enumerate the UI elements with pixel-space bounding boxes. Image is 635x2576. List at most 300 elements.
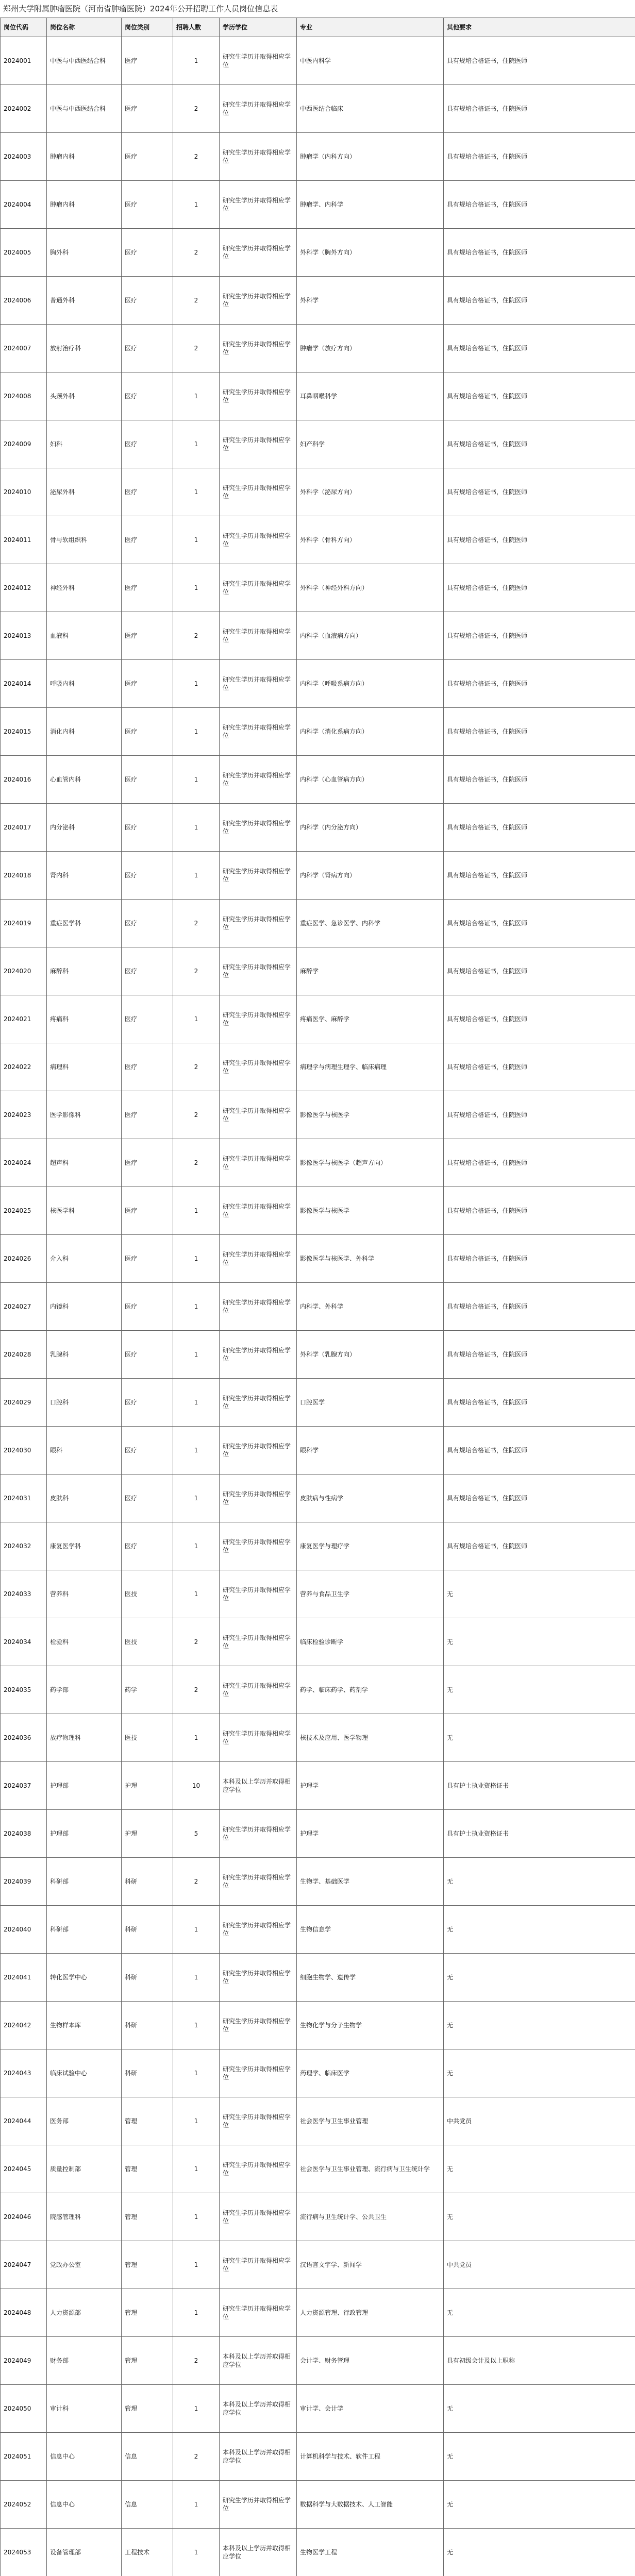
cell-code: 2024049 [1, 2337, 47, 2385]
cell-name: 党政办公室 [47, 2241, 122, 2289]
table-row [1, 1187, 635, 1235]
cell-degree: 研究生学历并取得相应学位 [220, 1522, 297, 1570]
cell-major: 审计学、会计学 [297, 2385, 444, 2433]
cell-name: 乳腺科 [47, 1331, 122, 1379]
cell-code: 2024037 [1, 1762, 47, 1810]
cell-note: 具有规培合格证书，住院医师 [444, 1043, 635, 1091]
cell-major: 营养与食品卫生学 [297, 1570, 444, 1618]
cell-name: 妇科 [47, 420, 122, 468]
cell-note: 具有规培合格证书，住院医师 [444, 1379, 635, 1427]
cell-note: 无 [444, 2385, 635, 2433]
cell-name: 科研部 [47, 1858, 122, 1906]
cell-count: 1 [173, 2145, 220, 2193]
recruitment-table [0, 18, 635, 2576]
cell-count: 1 [173, 372, 220, 420]
cell-code: 2024046 [1, 2193, 47, 2241]
cell-category: 医疗 [122, 564, 173, 612]
table-row [1, 1139, 635, 1187]
cell-code: 2024032 [1, 1522, 47, 1570]
cell-code: 2024050 [1, 2385, 47, 2433]
cell-degree: 研究生学历并取得相应学位 [220, 2289, 297, 2337]
cell-category: 科研 [122, 2049, 173, 2097]
cell-category: 医疗 [122, 708, 173, 756]
cell-count: 1 [173, 804, 220, 852]
cell-major: 内科学、外科学 [297, 1283, 444, 1331]
cell-name: 中医与中西医结合科 [47, 37, 122, 85]
cell-category: 医疗 [122, 1379, 173, 1427]
cell-name: 药学部 [47, 1666, 122, 1714]
cell-count: 1 [173, 1522, 220, 1570]
table-row [1, 516, 635, 564]
table-row [1, 708, 635, 756]
cell-code: 2024029 [1, 1379, 47, 1427]
cell-count: 1 [173, 1475, 220, 1522]
cell-code: 2024051 [1, 2433, 47, 2481]
cell-note: 具有规培合格证书，住院医师 [444, 804, 635, 852]
cell-code: 2024011 [1, 516, 47, 564]
cell-name: 内分泌科 [47, 804, 122, 852]
cell-major: 核技术及应用、医学物理 [297, 1714, 444, 1762]
cell-degree: 研究生学历并取得相应学位 [220, 2002, 297, 2049]
cell-name: 康复医学科 [47, 1522, 122, 1570]
cell-note: 具有规培合格证书，住院医师 [444, 660, 635, 708]
table-row [1, 1618, 635, 1666]
table-row [1, 2385, 635, 2433]
cell-count: 2 [173, 2433, 220, 2481]
table-row [1, 1379, 635, 1427]
cell-category: 护理 [122, 1762, 173, 1810]
cell-degree: 研究生学历并取得相应学位 [220, 1043, 297, 1091]
cell-count: 1 [173, 1235, 220, 1283]
cell-degree: 研究生学历并取得相应学位 [220, 1906, 297, 1954]
table-row [1, 660, 635, 708]
cell-note: 无 [444, 1666, 635, 1714]
cell-major: 肿瘤学、内科学 [297, 181, 444, 229]
cell-note: 具有规培合格证书，住院医师 [444, 900, 635, 947]
cell-major: 内科学（消化系病方向） [297, 708, 444, 756]
cell-note: 具有规培合格证书，住院医师 [444, 181, 635, 229]
cell-name: 中医与中西医结合科 [47, 85, 122, 133]
cell-count: 2 [173, 1666, 220, 1714]
cell-degree: 研究生学历并取得相应学位 [220, 1187, 297, 1235]
cell-major: 会计学、财务管理 [297, 2337, 444, 2385]
cell-count: 1 [173, 995, 220, 1043]
cell-name: 介入科 [47, 1235, 122, 1283]
cell-major: 外科学（神经外科方向） [297, 564, 444, 612]
cell-code: 2024007 [1, 325, 47, 372]
cell-note: 具有规培合格证书，住院医师 [444, 372, 635, 420]
cell-note: 具有规培合格证书，住院医师 [444, 756, 635, 804]
cell-count: 1 [173, 2049, 220, 2097]
cell-note: 无 [444, 2193, 635, 2241]
cell-note: 具有规培合格证书，住院医师 [444, 85, 635, 133]
cell-note: 具有规培合格证书，住院医师 [444, 420, 635, 468]
cell-code: 2024026 [1, 1235, 47, 1283]
cell-name: 疼痛科 [47, 995, 122, 1043]
cell-code: 2024015 [1, 708, 47, 756]
cell-count: 2 [173, 612, 220, 660]
cell-category: 医疗 [122, 229, 173, 277]
table-row [1, 229, 635, 277]
cell-count: 1 [173, 756, 220, 804]
cell-category: 医疗 [122, 516, 173, 564]
cell-note: 无 [444, 1714, 635, 1762]
table-row [1, 2145, 635, 2193]
cell-code: 2024014 [1, 660, 47, 708]
cell-note: 具有规培合格证书，住院医师 [444, 325, 635, 372]
table-row [1, 1043, 635, 1091]
cell-major: 外科学（乳腺方向） [297, 1331, 444, 1379]
cell-category: 医疗 [122, 325, 173, 372]
cell-name: 财务部 [47, 2337, 122, 2385]
cell-count: 1 [173, 37, 220, 85]
cell-major: 药理学、临床医学 [297, 2049, 444, 2097]
cell-major: 护理学 [297, 1762, 444, 1810]
cell-note: 具有初级会计及以上职称 [444, 2337, 635, 2385]
cell-note: 中共党员 [444, 2241, 635, 2289]
cell-degree: 研究生学历并取得相应学位 [220, 612, 297, 660]
cell-count: 1 [173, 1954, 220, 2002]
cell-name: 普通外科 [47, 277, 122, 325]
cell-category: 医技 [122, 1714, 173, 1762]
cell-category: 药学 [122, 1666, 173, 1714]
table-row [1, 2241, 635, 2289]
cell-count: 2 [173, 1139, 220, 1187]
document-caption: 郑州大学附属肿瘤医院（河南省肿瘤医院）2024年公开招聘工作人员岗位信息表 [3, 4, 278, 13]
cell-category: 医疗 [122, 85, 173, 133]
cell-category: 工程技术 [122, 2529, 173, 2576]
cell-name: 科研部 [47, 1906, 122, 1954]
cell-degree: 研究生学历并取得相应学位 [220, 2097, 297, 2145]
cell-note: 中共党员 [444, 2097, 635, 2145]
table-row [1, 1906, 635, 1954]
cell-category: 医疗 [122, 468, 173, 516]
cell-category: 医疗 [122, 372, 173, 420]
cell-count: 2 [173, 133, 220, 181]
cell-major: 计算机科学与技术、软件工程 [297, 2433, 444, 2481]
cell-name: 消化内科 [47, 708, 122, 756]
cell-count: 2 [173, 229, 220, 277]
cell-major: 内科学（呼吸系病方向） [297, 660, 444, 708]
cell-code: 2024013 [1, 612, 47, 660]
cell-major: 生物医学工程 [297, 2529, 444, 2576]
cell-degree: 研究生学历并取得相应学位 [220, 1475, 297, 1522]
cell-note: 无 [444, 2481, 635, 2529]
cell-code: 2024010 [1, 468, 47, 516]
cell-name: 血液科 [47, 612, 122, 660]
cell-degree: 研究生学历并取得相应学位 [220, 85, 297, 133]
cell-degree: 研究生学历并取得相应学位 [220, 1666, 297, 1714]
table-body [1, 37, 635, 2576]
table-row [1, 1475, 635, 1522]
cell-major: 细胞生物学、遗传学 [297, 1954, 444, 2002]
cell-category: 科研 [122, 1954, 173, 2002]
table-row [1, 756, 635, 804]
cell-major: 外科学 [297, 277, 444, 325]
cell-count: 1 [173, 516, 220, 564]
cell-code: 2024047 [1, 2241, 47, 2289]
cell-category: 管理 [122, 2145, 173, 2193]
cell-note: 具有规培合格证书，住院医师 [444, 612, 635, 660]
table-row [1, 564, 635, 612]
table-row [1, 2337, 635, 2385]
cell-major: 社会医学与卫生事业管理 [297, 2097, 444, 2145]
header-name: 岗位名称 [47, 18, 122, 37]
cell-code: 2024048 [1, 2289, 47, 2337]
cell-major: 数据科学与大数据技术、人工智能 [297, 2481, 444, 2529]
cell-code: 2024033 [1, 1570, 47, 1618]
cell-code: 2024024 [1, 1139, 47, 1187]
cell-count: 2 [173, 277, 220, 325]
table-row [1, 2002, 635, 2049]
cell-code: 2024016 [1, 756, 47, 804]
cell-code: 2024031 [1, 1475, 47, 1522]
cell-category: 科研 [122, 1858, 173, 1906]
cell-count: 2 [173, 900, 220, 947]
cell-code: 2024025 [1, 1187, 47, 1235]
table-row [1, 372, 635, 420]
cell-note: 具有规培合格证书，住院医师 [444, 947, 635, 995]
cell-note: 具有规培合格证书，住院医师 [444, 277, 635, 325]
cell-name: 骨与软组织科 [47, 516, 122, 564]
cell-code: 2024022 [1, 1043, 47, 1091]
cell-count: 1 [173, 1379, 220, 1427]
cell-count: 1 [173, 1714, 220, 1762]
cell-degree: 研究生学历并取得相应学位 [220, 516, 297, 564]
cell-code: 2024042 [1, 2002, 47, 2049]
cell-note: 无 [444, 2529, 635, 2576]
cell-major: 皮肤病与性病学 [297, 1475, 444, 1522]
cell-name: 营养科 [47, 1570, 122, 1618]
cell-major: 影像医学与核医学、外科学 [297, 1235, 444, 1283]
cell-count: 2 [173, 1618, 220, 1666]
cell-count: 1 [173, 2002, 220, 2049]
cell-degree: 研究生学历并取得相应学位 [220, 133, 297, 181]
cell-major: 内科学（内分泌方向） [297, 804, 444, 852]
cell-count: 1 [173, 2481, 220, 2529]
table-row [1, 612, 635, 660]
cell-category: 医疗 [122, 1475, 173, 1522]
cell-name: 麻醉科 [47, 947, 122, 995]
cell-note: 具有规培合格证书，住院医师 [444, 1283, 635, 1331]
cell-degree: 研究生学历并取得相应学位 [220, 995, 297, 1043]
cell-name: 信息中心 [47, 2433, 122, 2481]
header-code: 岗位代码 [1, 18, 47, 37]
cell-count: 10 [173, 1762, 220, 1810]
cell-name: 超声科 [47, 1139, 122, 1187]
cell-major: 临床检验诊断学 [297, 1618, 444, 1666]
cell-major: 流行病与卫生统计学、公共卫生 [297, 2193, 444, 2241]
cell-note: 具有规培合格证书，住院医师 [444, 1235, 635, 1283]
cell-degree: 研究生学历并取得相应学位 [220, 1235, 297, 1283]
cell-degree: 研究生学历并取得相应学位 [220, 1427, 297, 1475]
cell-category: 医疗 [122, 995, 173, 1043]
cell-major: 影像医学与核医学 [297, 1187, 444, 1235]
cell-degree: 研究生学历并取得相应学位 [220, 1810, 297, 1858]
cell-category: 医技 [122, 1618, 173, 1666]
cell-degree: 研究生学历并取得相应学位 [220, 420, 297, 468]
table-row [1, 1283, 635, 1331]
cell-name: 重症医学科 [47, 900, 122, 947]
cell-major: 内科学（血液病方向） [297, 612, 444, 660]
cell-major: 肿瘤学（内科方向） [297, 133, 444, 181]
cell-major: 重症医学、急诊医学、内科学 [297, 900, 444, 947]
table-row [1, 1235, 635, 1283]
cell-count: 2 [173, 1043, 220, 1091]
cell-code: 2024020 [1, 947, 47, 995]
cell-category: 医疗 [122, 277, 173, 325]
cell-code: 2024004 [1, 181, 47, 229]
cell-degree: 本科及以上学历并取得相应学位 [220, 2337, 297, 2385]
cell-major: 外科学（泌尿方向） [297, 468, 444, 516]
cell-major: 社会医学与卫生事业管理、流行病与卫生统计学 [297, 2145, 444, 2193]
cell-count: 1 [173, 2289, 220, 2337]
cell-major: 中医内科学 [297, 37, 444, 85]
cell-category: 医疗 [122, 1187, 173, 1235]
cell-name: 病理科 [47, 1043, 122, 1091]
cell-degree: 本科及以上学历并取得相应学位 [220, 2385, 297, 2433]
cell-note: 具有规培合格证书，住院医师 [444, 1522, 635, 1570]
cell-code: 2024028 [1, 1331, 47, 1379]
cell-count: 2 [173, 2337, 220, 2385]
table-row [1, 1762, 635, 1810]
cell-name: 神经外科 [47, 564, 122, 612]
cell-degree: 研究生学历并取得相应学位 [220, 2241, 297, 2289]
table-row [1, 1091, 635, 1139]
cell-degree: 研究生学历并取得相应学位 [220, 1570, 297, 1618]
cell-count: 2 [173, 85, 220, 133]
cell-category: 管理 [122, 2289, 173, 2337]
table-row [1, 1331, 635, 1379]
cell-count: 1 [173, 181, 220, 229]
cell-code: 2024009 [1, 420, 47, 468]
cell-note: 无 [444, 2289, 635, 2337]
cell-code: 2024017 [1, 804, 47, 852]
table-row [1, 852, 635, 900]
cell-note: 具有规培合格证书，住院医师 [444, 995, 635, 1043]
cell-major: 生物化学与分子生物学 [297, 2002, 444, 2049]
cell-major: 麻醉学 [297, 947, 444, 995]
cell-degree: 研究生学历并取得相应学位 [220, 2145, 297, 2193]
cell-category: 医疗 [122, 1043, 173, 1091]
cell-count: 1 [173, 2097, 220, 2145]
cell-degree: 研究生学历并取得相应学位 [220, 1379, 297, 1427]
cell-code: 2024041 [1, 1954, 47, 2002]
cell-name: 审计科 [47, 2385, 122, 2433]
header-count: 招聘人数 [173, 18, 220, 37]
cell-name: 医务部 [47, 2097, 122, 2145]
table-row [1, 1522, 635, 1570]
cell-code: 2024038 [1, 1810, 47, 1858]
cell-note: 无 [444, 2002, 635, 2049]
table-row [1, 85, 635, 133]
cell-code: 2024001 [1, 37, 47, 85]
cell-name: 转化医学中心 [47, 1954, 122, 2002]
cell-major: 生物信息学 [297, 1906, 444, 1954]
cell-degree: 研究生学历并取得相应学位 [220, 1091, 297, 1139]
cell-note: 具有规培合格证书，住院医师 [444, 1331, 635, 1379]
table-row [1, 468, 635, 516]
table-row [1, 1954, 635, 2002]
cell-note: 无 [444, 1954, 635, 2002]
cell-name: 肾内科 [47, 852, 122, 900]
cell-note: 具有规培合格证书，住院医师 [444, 1187, 635, 1235]
cell-code: 2024008 [1, 372, 47, 420]
cell-category: 医疗 [122, 900, 173, 947]
cell-code: 2024003 [1, 133, 47, 181]
cell-degree: 研究生学历并取得相应学位 [220, 1714, 297, 1762]
table-row [1, 2097, 635, 2145]
cell-code: 2024021 [1, 995, 47, 1043]
table-row [1, 804, 635, 852]
cell-category: 信息 [122, 2481, 173, 2529]
cell-major: 影像医学与核医学（超声方向） [297, 1139, 444, 1187]
cell-major: 生物学、基础医学 [297, 1858, 444, 1906]
header-degree: 学历学位 [220, 18, 297, 37]
cell-count: 2 [173, 1091, 220, 1139]
cell-degree: 研究生学历并取得相应学位 [220, 468, 297, 516]
table-row [1, 133, 635, 181]
cell-major: 内科学（肾病方向） [297, 852, 444, 900]
cell-degree: 研究生学历并取得相应学位 [220, 708, 297, 756]
cell-count: 1 [173, 1331, 220, 1379]
cell-degree: 研究生学历并取得相应学位 [220, 1618, 297, 1666]
cell-name: 眼科 [47, 1427, 122, 1475]
cell-count: 1 [173, 1570, 220, 1618]
cell-code: 2024043 [1, 2049, 47, 2097]
table-row [1, 2289, 635, 2337]
cell-category: 医疗 [122, 181, 173, 229]
cell-degree: 研究生学历并取得相应学位 [220, 229, 297, 277]
cell-count: 1 [173, 660, 220, 708]
cell-name: 头颈外科 [47, 372, 122, 420]
cell-note: 具有规培合格证书，住院医师 [444, 1091, 635, 1139]
cell-code: 2024053 [1, 2529, 47, 2576]
cell-code: 2024006 [1, 277, 47, 325]
cell-category: 医疗 [122, 660, 173, 708]
cell-degree: 研究生学历并取得相应学位 [220, 947, 297, 995]
table-row [1, 2193, 635, 2241]
table-row [1, 181, 635, 229]
table-row [1, 995, 635, 1043]
cell-name: 护理部 [47, 1810, 122, 1858]
cell-degree: 研究生学历并取得相应学位 [220, 756, 297, 804]
cell-degree: 研究生学历并取得相应学位 [220, 1331, 297, 1379]
cell-count: 1 [173, 420, 220, 468]
cell-major: 眼科学 [297, 1427, 444, 1475]
cell-category: 医疗 [122, 1331, 173, 1379]
cell-name: 检验科 [47, 1618, 122, 1666]
cell-degree: 研究生学历并取得相应学位 [220, 660, 297, 708]
table-row [1, 37, 635, 85]
cell-name: 核医学科 [47, 1187, 122, 1235]
cell-name: 生物样本库 [47, 2002, 122, 2049]
cell-count: 2 [173, 325, 220, 372]
cell-name: 肿瘤内科 [47, 181, 122, 229]
cell-count: 1 [173, 1427, 220, 1475]
cell-count: 1 [173, 468, 220, 516]
table-row [1, 947, 635, 995]
cell-major: 肿瘤学（放疗方向） [297, 325, 444, 372]
cell-note: 无 [444, 1906, 635, 1954]
cell-major: 药学、临床药学、药剂学 [297, 1666, 444, 1714]
cell-category: 医疗 [122, 756, 173, 804]
cell-degree: 本科及以上学历并取得相应学位 [220, 1762, 297, 1810]
cell-code: 2024045 [1, 2145, 47, 2193]
cell-name: 护理部 [47, 1762, 122, 1810]
cell-degree: 研究生学历并取得相应学位 [220, 2049, 297, 2097]
header-category: 岗位类别 [122, 18, 173, 37]
